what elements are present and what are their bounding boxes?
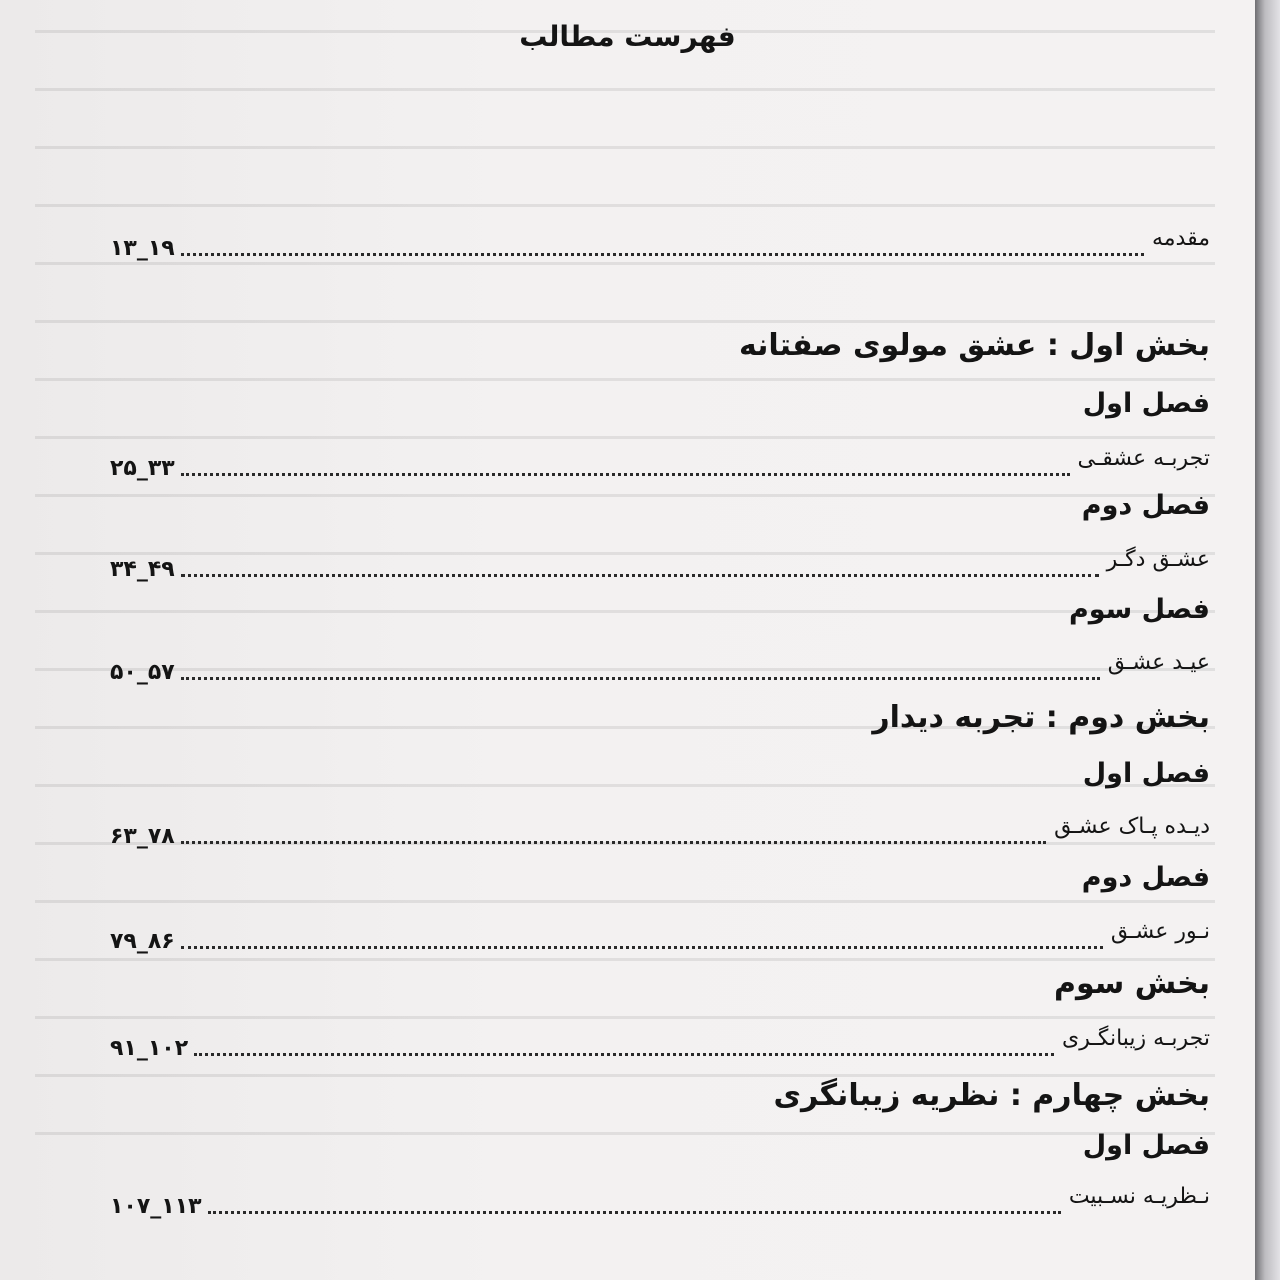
dot-leader — [208, 1211, 1061, 1214]
part-heading-3: بخش سوم — [1053, 966, 1210, 1001]
toc-entry[interactable] — [110, 543, 1210, 583]
toc-entry[interactable] — [110, 646, 1210, 686]
dot-leader — [181, 253, 1144, 256]
entry-pages: ۱۳_۱۹ — [110, 236, 175, 261]
entry-label: عیـد عشـق — [1107, 650, 1210, 675]
entry-label: نـظریـه نسـبیت — [1068, 1184, 1210, 1209]
part-heading-4: بخش چهارم : نظریه زیبانگری — [773, 1078, 1210, 1113]
entry-pages: ۷۹_۸۶ — [110, 929, 175, 954]
entry-pages: ۹۱_۱۰۲ — [110, 1036, 189, 1061]
toc-entry[interactable] — [110, 442, 1210, 482]
toc-title: فهرست مطالب — [519, 20, 736, 53]
chapter-heading: فصل دوم — [1081, 862, 1210, 893]
chapter-heading: فصل اول — [1082, 1130, 1210, 1161]
dot-leader — [181, 574, 1099, 577]
part-heading-1: بخش اول : عشق مولوی صفتانه — [738, 328, 1210, 363]
entry-label: عشـق دگـر — [1106, 547, 1210, 572]
dot-leader — [181, 946, 1103, 949]
entry-label: تجربـه زیبانگـری — [1062, 1026, 1210, 1051]
entry-pages: ۵۰_۵۷ — [110, 660, 175, 685]
part-heading-2: بخش دوم : تجربه دیدار — [872, 700, 1210, 735]
entry-pages: ۶۳_۷۸ — [110, 824, 175, 849]
chapter-heading: فصل سوم — [1068, 594, 1210, 625]
entry-pages: ۲۵_۳۳ — [110, 456, 175, 481]
chapter-heading: فصل دوم — [1081, 490, 1210, 521]
dot-leader — [181, 473, 1070, 476]
toc-entry[interactable] — [110, 915, 1210, 955]
chapter-heading: فصل اول — [1082, 388, 1210, 419]
entry-label: نـور عشـق — [1110, 919, 1210, 944]
entry-pages: ۳۴_۴۹ — [110, 557, 175, 582]
toc-entry[interactable] — [110, 1022, 1210, 1062]
chapter-heading: فصل اول — [1082, 758, 1210, 789]
toc-entry[interactable] — [110, 1180, 1210, 1220]
toc-entry-intro[interactable] — [110, 222, 1210, 262]
book-spine-edge — [1255, 0, 1280, 1280]
entry-pages: ۱۰۷_۱۱۳ — [110, 1194, 202, 1219]
dot-leader — [194, 1053, 1054, 1056]
dot-leader — [181, 841, 1046, 844]
entry-label: تجربـه عشقـی — [1077, 446, 1210, 471]
entry-label: مقدمه — [1151, 226, 1210, 251]
dot-leader — [181, 677, 1100, 680]
toc-entry[interactable] — [110, 810, 1210, 850]
entry-label: دیـده پـاک عشـق — [1054, 814, 1210, 839]
